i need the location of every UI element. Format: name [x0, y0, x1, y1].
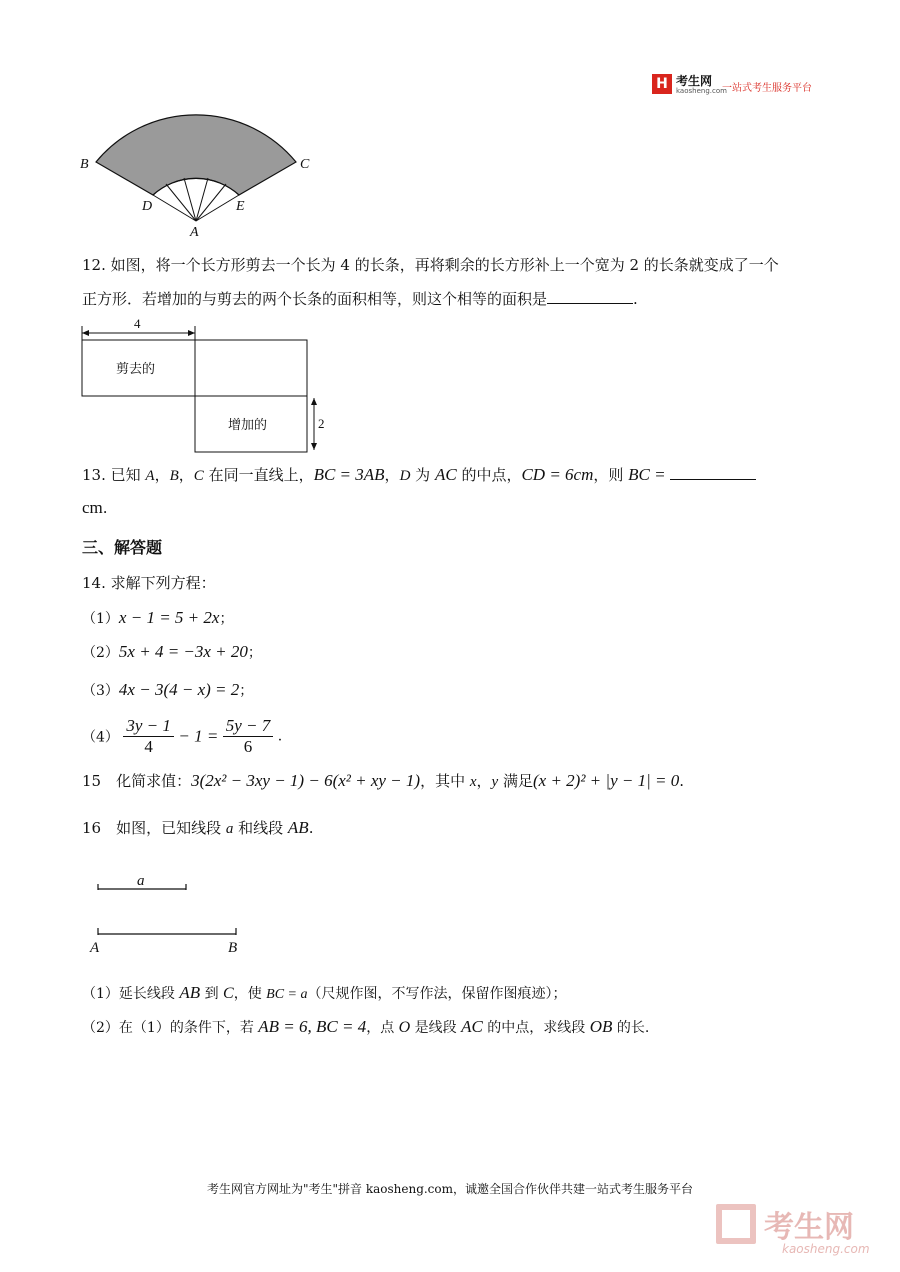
fan-figure — [76, 100, 326, 240]
header-logo — [652, 72, 822, 98]
q14-item-1: （1）x − 1 = 5 + 2x； — [82, 608, 234, 627]
footer-text: 考生网官方网址为"考生"拼音 kaosheng.com，诚邀全国合作伙伴共建一站式考生服务平台 — [206, 1182, 694, 1196]
fan-ray-1 — [166, 184, 196, 221]
q14-item-3: （3）4x − 3(4 − x) = 2； — [82, 680, 254, 699]
fan-label-E: E — [236, 199, 245, 214]
q13-eq2: CD = 6cm — [521, 465, 594, 484]
point-B-label: B — [228, 940, 238, 956]
segment-a-label: a — [137, 873, 145, 889]
q16-stem: 16 如图，已知线段 a 和线段 AB. — [82, 818, 314, 837]
logo-text: 考生网 — [676, 74, 713, 88]
fraction-2: $\frac{5y - 7}{6}$ — [223, 716, 274, 757]
fan-ray-4 — [196, 184, 226, 221]
q15-line: 15 化简求值：3(2x² − 3xy − 1) − 6(x² + xy − 1)，其中 x，y 满足(x + 2)² + |y − 1| = 0. — [82, 771, 685, 790]
watermark-mark-icon — [716, 1204, 756, 1244]
q14-item-4: （4） $\frac{3y - 1}{4}$ − 1 = $\frac{5y - 7}{6}$ . — [82, 716, 283, 756]
q12-line1 — [82, 254, 779, 275]
q15-expression: 3(2x² − 3xy − 1) − 6(x² + xy − 1) — [191, 771, 421, 790]
fan-label-D: D — [142, 199, 153, 214]
q12-text-line1: 12. 如图，将一个长方形剪去一个长为 4 的长条，再将剩余的长方形补上一个宽为 2 的长条就变成了一个 — [82, 256, 779, 274]
add-label: 增加的 — [228, 418, 268, 433]
watermark-text: 考生网 — [764, 1210, 854, 1245]
q16-sub1: （1）延长线段 AB 到 C，使 BC = a（尺规作图，不写作法，保留作图痕迹）； — [82, 983, 567, 1002]
q14-stem: 14. 求解下列方程： — [82, 574, 216, 592]
q13-line2: cm. — [82, 498, 108, 517]
q12-line2: 正方形．若增加的与剪去的两个长条的面积相等，则这个相等的面积是 . — [82, 290, 638, 308]
q16-sub2: （2）在（1）的条件下，若 AB = 6, BC = 4，点 O 是线段 AC 的中点，求线段 OB 的长. — [82, 1017, 650, 1036]
q12-text-line2: 正方形．若增加的与剪去的两个长条的面积相等，则这个相等的面积是 — [82, 290, 548, 308]
q13-answer-blank[interactable] — [670, 465, 756, 480]
remaining-rect — [195, 340, 307, 396]
q13-eq1: BC = 3AB — [313, 465, 385, 484]
q14-item-2: （2）5x + 4 = −3x + 20； — [82, 642, 262, 661]
logo-mark-icon: H — [652, 74, 672, 94]
fan-label-B: B — [80, 157, 89, 172]
q12-answer-blank[interactable] — [547, 289, 633, 304]
footer-watermark — [716, 1202, 888, 1258]
q15-condition: (x + 2)² + |y − 1| = 0 — [532, 771, 680, 790]
segments-figure — [86, 868, 256, 958]
fraction-1: $\frac{3y - 1}{4}$ — [123, 716, 174, 757]
logo-domain: kaosheng.com — [676, 87, 727, 95]
fan-label-A: A — [190, 225, 199, 240]
rectangle-figure — [78, 316, 338, 456]
q13-eq3: BC = — [628, 465, 666, 484]
q13-line1: 13. 已知 A，B，C 在同一直线上，BC = 3AB，D 为 AC 的中点，CD = 6cm，则 BC = — [82, 464, 756, 485]
dim-label-4: 4 — [134, 316, 141, 331]
watermark-domain: kaosheng.com — [782, 1242, 870, 1256]
dim-label-2: 2 — [318, 416, 325, 431]
section-title: 三、解答题 — [82, 538, 163, 557]
fan-label-C: C — [300, 157, 310, 172]
point-A-label: A — [90, 940, 100, 956]
logo-slogan: 一站式考生服务平台 — [722, 83, 812, 94]
cut-label: 剪去的 — [116, 362, 156, 377]
fan-shaded-region — [96, 115, 296, 195]
